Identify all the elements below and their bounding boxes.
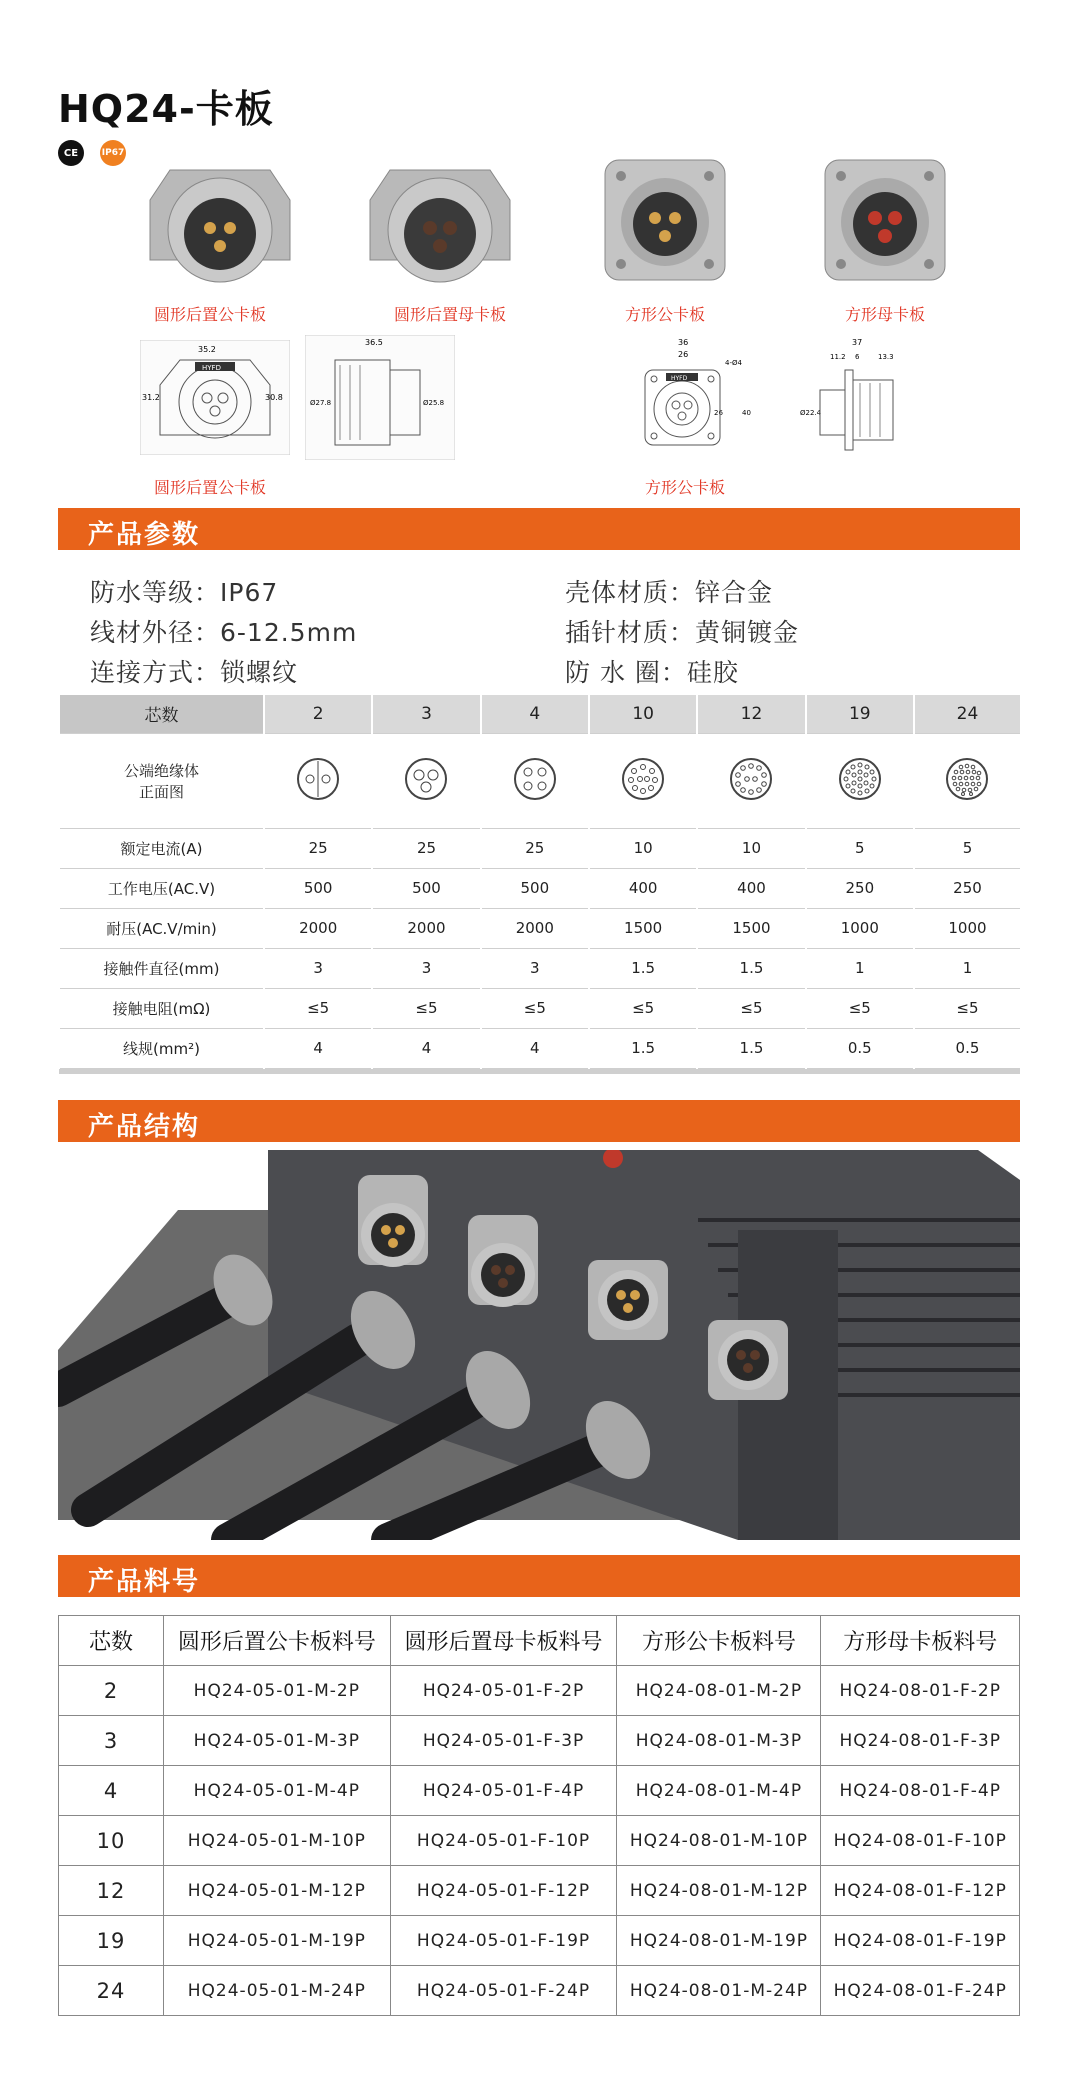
part-cell: HQ24-05-01-F-3P [390, 1716, 617, 1766]
part-cell: HQ24-08-01-M-4P [617, 1766, 821, 1816]
spec-cell: 0.5 [914, 1028, 1020, 1068]
spec-cell: 4 [372, 1028, 480, 1068]
part-header: 芯数 [59, 1616, 164, 1666]
page-title: HQ24-卡板 [58, 87, 274, 131]
spec-row-label: 工作电压(AC.V) [59, 868, 264, 908]
part-cell: HQ24-08-01-F-10P [821, 1816, 1020, 1866]
part-cell: HQ24-05-01-F-4P [390, 1766, 617, 1816]
spec-cell: 25 [372, 828, 480, 868]
19-pin-insulator-icon [838, 757, 882, 801]
part-header: 圆形后置公卡板料号 [164, 1616, 391, 1666]
spec-cell: 1.5 [697, 948, 805, 988]
param-waterproof: 防水等级：IP67 [90, 578, 279, 607]
spec-cell: 3 [264, 948, 372, 988]
spec-cell: 25 [264, 828, 372, 868]
svg-text:11.2: 11.2 [830, 353, 846, 361]
part-cell: HQ24-08-01-M-10P [617, 1816, 821, 1866]
spec-cell: 3 [481, 948, 589, 988]
spec-cell: 25 [481, 828, 589, 868]
svg-text:30.8: 30.8 [265, 393, 283, 402]
part-cell: HQ24-05-01-F-19P [390, 1916, 617, 1966]
spec-row-label: 额定电流(A) [59, 828, 264, 868]
svg-text:36: 36 [678, 338, 689, 347]
spec-cell: 1 [914, 948, 1020, 988]
spec-cell: 1000 [914, 908, 1020, 948]
spec-cell: 5 [806, 828, 914, 868]
spec-cell: 500 [264, 868, 372, 908]
part-cell: HQ24-05-01-M-4P [164, 1766, 391, 1816]
spec-cell: ≤5 [914, 988, 1020, 1028]
part-cell: HQ24-05-01-M-12P [164, 1866, 391, 1916]
spec-cell: 400 [697, 868, 805, 908]
part-cell: HQ24-08-01-M-3P [617, 1716, 821, 1766]
part-cell: HQ24-08-01-F-12P [821, 1866, 1020, 1916]
spec-cell: 0.5 [806, 1028, 914, 1068]
spec-cell: 1 [806, 948, 914, 988]
spec-cell: 250 [914, 868, 1020, 908]
part-cell: HQ24-08-01-F-24P [821, 1966, 1020, 2016]
params-section-header [58, 508, 1020, 550]
part-header: 方形母卡板料号 [821, 1616, 1020, 1666]
product-caption: 圆形后置公卡板 [153, 305, 266, 324]
spec-row-label: 接触件直径(mm) [59, 948, 264, 988]
spec-table [58, 695, 1020, 1074]
spec-row-label: 线规(mm²) [59, 1028, 264, 1068]
svg-text:26: 26 [678, 350, 689, 359]
part-cell: HQ24-05-01-F-10P [390, 1816, 617, 1866]
table-row [59, 1916, 1020, 1966]
round-front-drawing [140, 340, 290, 455]
2-pin-insulator-icon [296, 757, 340, 801]
part-cell: HQ24-08-01-M-24P [617, 1966, 821, 2016]
svg-text:Ø27.8: Ø27.8 [310, 399, 332, 407]
part-cell: HQ24-08-01-M-2P [617, 1666, 821, 1716]
round-side-drawing [305, 335, 455, 460]
round-rear-male-panel-photo [140, 150, 300, 290]
spec-cell: 500 [372, 868, 480, 908]
spec-row-label: 接触电阻(mΩ) [59, 988, 264, 1028]
spec-cell: 10 [697, 828, 805, 868]
svg-text:40: 40 [742, 409, 751, 417]
structure-section-header [58, 1100, 1020, 1142]
part-cell: HQ24-05-01-F-24P [390, 1966, 617, 2016]
section-title: 产品料号 [88, 1567, 201, 1597]
part-cell: 3 [59, 1716, 164, 1766]
table-row [59, 1816, 1020, 1866]
part-cell: HQ24-05-01-F-2P [390, 1666, 617, 1716]
section-title: 产品参数 [88, 520, 201, 550]
part-header: 圆形后置母卡板料号 [390, 1616, 617, 1666]
spec-cell: ≤5 [806, 988, 914, 1028]
structure-photo [58, 1150, 1020, 1540]
drawing-caption: 方形公卡板 [644, 478, 725, 497]
table-row [59, 1666, 1020, 1716]
part-cell: HQ24-08-01-M-19P [617, 1916, 821, 1966]
spec-cell: 5 [914, 828, 1020, 868]
spec-core: 19 [806, 695, 914, 733]
svg-text:Ø25.8: Ø25.8 [423, 399, 445, 407]
spec-cell: 4 [481, 1028, 589, 1068]
10-pin-insulator-icon [621, 757, 665, 801]
table-row [59, 1716, 1020, 1766]
spec-cell: 1500 [589, 908, 697, 948]
param-pin-material: 插针材质：黄铜镀金 [565, 618, 800, 647]
svg-text:4-Ø4: 4-Ø4 [725, 359, 742, 367]
3-pin-insulator-icon [404, 757, 448, 801]
spec-cell: ≤5 [264, 988, 372, 1028]
spec-cell: 4 [264, 1028, 372, 1068]
part-cell: HQ24-05-01-M-2P [164, 1666, 391, 1716]
part-cell: 12 [59, 1866, 164, 1916]
part-cell: HQ24-05-01-M-19P [164, 1916, 391, 1966]
24-pin-insulator-icon [945, 757, 989, 801]
spec-cell: 1.5 [589, 948, 697, 988]
spec-header-label: 芯数 [59, 695, 264, 733]
table-row [59, 1866, 1020, 1916]
spec-cell: 400 [589, 868, 697, 908]
round-rear-female-panel-photo [360, 150, 520, 290]
spec-cell: 250 [806, 868, 914, 908]
4-pin-insulator-icon [513, 757, 557, 801]
part-cell: HQ24-08-01-F-4P [821, 1766, 1020, 1816]
svg-text:Ø22.4: Ø22.4 [800, 409, 822, 417]
product-caption: 圆形后置母卡板 [393, 305, 506, 324]
svg-text:36.5: 36.5 [365, 338, 383, 347]
param-seal: 防 水 圈：硅胶 [565, 658, 739, 687]
spec-cell: 3 [372, 948, 480, 988]
spec-cell: 2000 [481, 908, 589, 948]
svg-text:6: 6 [855, 353, 860, 361]
svg-text:13.3: 13.3 [878, 353, 894, 361]
square-female-panel-photo [805, 150, 965, 290]
parts-section-header [58, 1555, 1020, 1597]
ce-mark-icon: CE [58, 140, 84, 166]
spec-core: 24 [914, 695, 1020, 733]
svg-text:31.2: 31.2 [142, 393, 160, 402]
ip67-badge-icon: IP67 [100, 140, 126, 166]
part-cell: 4 [59, 1766, 164, 1816]
table-row [59, 1766, 1020, 1816]
svg-text:HYFD: HYFD [202, 364, 221, 372]
spec-cell: 1.5 [589, 1028, 697, 1068]
spec-cell: 500 [481, 868, 589, 908]
part-header: 方形公卡板料号 [617, 1616, 821, 1666]
part-cell: 10 [59, 1816, 164, 1866]
part-cell: HQ24-05-01-M-10P [164, 1816, 391, 1866]
spec-row-label: 公端绝缘体 正面图 [59, 733, 264, 828]
part-cell: 19 [59, 1916, 164, 1966]
part-cell: HQ24-08-01-F-3P [821, 1716, 1020, 1766]
drawing-caption: 圆形后置公卡板 [153, 478, 266, 497]
product-caption: 方形公卡板 [624, 305, 705, 324]
spec-row-label: 耐压(AC.V/min) [59, 908, 264, 948]
param-shell-material: 壳体材质：锌合金 [565, 578, 774, 607]
spec-core: 3 [372, 695, 480, 733]
param-cable-od: 线材外径：6-12.5mm [90, 618, 358, 647]
svg-text:35.2: 35.2 [198, 345, 216, 354]
spec-cell: 1.5 [697, 1028, 805, 1068]
part-cell: HQ24-05-01-F-12P [390, 1866, 617, 1916]
12-pin-insulator-icon [729, 757, 773, 801]
spec-core: 10 [589, 695, 697, 733]
part-cell: 2 [59, 1666, 164, 1716]
table-row [59, 1966, 1020, 2016]
part-number-table [58, 1615, 1020, 2016]
spec-cell: 10 [589, 828, 697, 868]
spec-core: 12 [697, 695, 805, 733]
part-cell: HQ24-05-01-M-3P [164, 1716, 391, 1766]
spec-cell: ≤5 [589, 988, 697, 1028]
spec-cell: 1500 [697, 908, 805, 948]
svg-text:26: 26 [714, 409, 723, 417]
square-side-drawing [800, 335, 910, 460]
spec-cell: 1000 [806, 908, 914, 948]
part-cell: HQ24-08-01-M-12P [617, 1866, 821, 1916]
spec-cell: ≤5 [481, 988, 589, 1028]
part-cell: HQ24-08-01-F-2P [821, 1666, 1020, 1716]
svg-text:37: 37 [852, 338, 863, 347]
svg-text:HYFD: HYFD [671, 375, 688, 382]
spec-cell: ≤5 [697, 988, 805, 1028]
part-cell: HQ24-05-01-M-24P [164, 1966, 391, 2016]
spec-cell: 2000 [372, 908, 480, 948]
param-connection: 连接方式：锁螺纹 [90, 658, 299, 687]
spec-core: 2 [264, 695, 372, 733]
spec-core: 4 [481, 695, 589, 733]
square-front-drawing [630, 335, 760, 460]
part-cell: 24 [59, 1966, 164, 2016]
section-title: 产品结构 [88, 1112, 201, 1142]
spec-cell: 2000 [264, 908, 372, 948]
product-caption: 方形母卡板 [844, 305, 925, 324]
part-cell: HQ24-08-01-F-19P [821, 1916, 1020, 1966]
square-male-panel-photo [585, 150, 745, 290]
spec-cell: ≤5 [372, 988, 480, 1028]
